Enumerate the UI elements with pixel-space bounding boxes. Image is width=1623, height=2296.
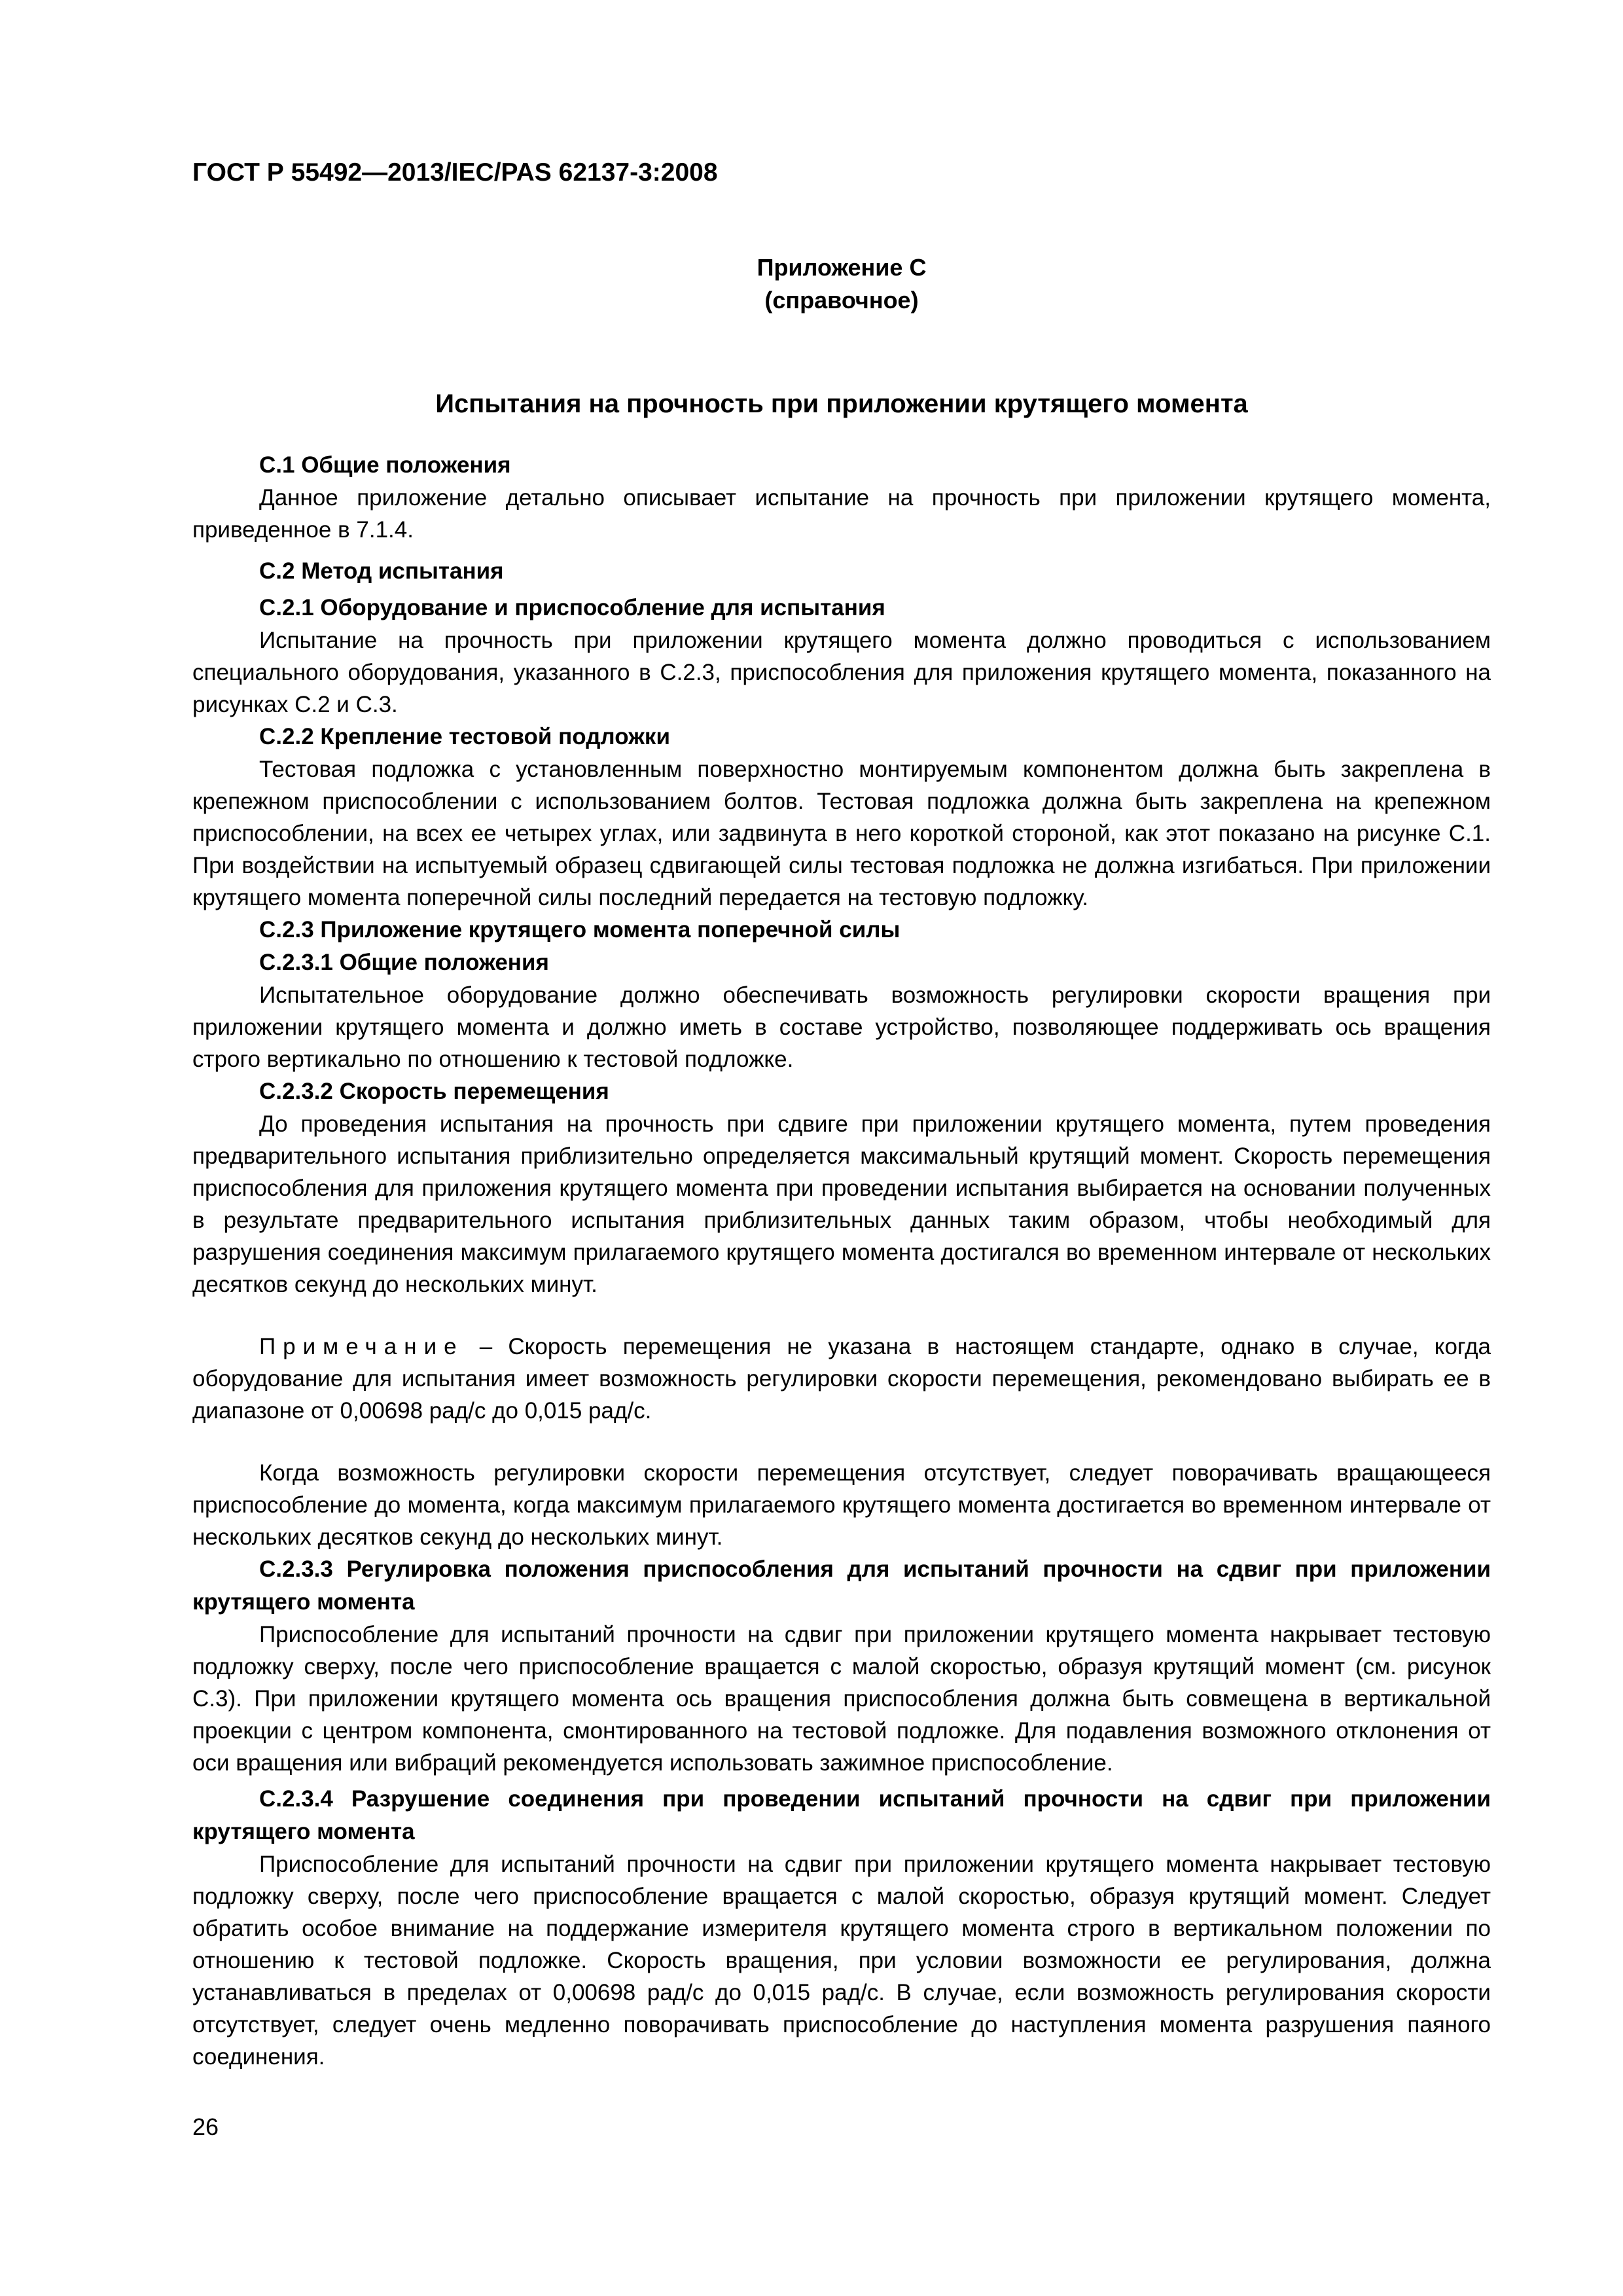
section-c232-text: До проведения испытания на прочность при сдвиге при приложении крутящего момента, путем проведения предварительного испытания приблизительно определяется максимальный крутящий момент. Скорость перемещения приспособления для приложения крутящего момента при проведении испытания выбирается на основании полученных в результате предварительного испытания приблизительных данных таким образом, чтобы необходимый для разрушения соединения максимум прилагаемого крутящего момента достигался во временном интервале от нескольких десятков секунд до нескольких минут. [192,1111,1491,1297]
section-c233-text: Приспособление для испытаний прочности на сдвиг при приложении крутящего момента накрывает тестовую подложку сверху, после чего приспособление вращается с малой скоростью, образуя крутящий момент (см. рисунок С.3). При приложении крутящего момента ось вращения приспособления должна быть совмещена в вертикальной проекции с центром компонента, смонтированного на тестовой подложке. Для подавления возможного отклонения от оси вращения или вибраций рекомендуется использовать зажимное приспособление. [192,1622,1491,1776]
section-c234-heading: С.2.3.4 Разрушение соединения при проведении испытаний прочности на сдвиг при приложении крутящего момента [192,1786,1491,1844]
document-code: ГОСТ Р 55492—2013/IEC/PAS 62137-3:2008 [192,158,718,187]
annex-kind: (справочное) [764,287,919,314]
section-c23-heading: С.2.3 Приложение крутящего момента поперечной силы [259,917,901,942]
note-label: Примечание [259,1334,464,1359]
section-c232-text-continued: Когда возможность регулировки скорости перемещения отсутствует, следует поворачивать вращающееся приспособление до момента, когда максимум прилагаемого крутящего момента достигается во временном интервале от нескольких десятков секунд до нескольких минут. [192,1460,1491,1550]
section-c231-heading: С.2.3.1 Общие положения [259,950,549,975]
annex-title: Испытания на прочность при приложении крутящего момента [435,389,1248,418]
document-page [192,157,1491,2073]
section-c233-heading: С.2.3.3 Регулировка положения приспособления для испытаний прочности на сдвиг при приложении крутящего момента [192,1556,1491,1615]
annex-header [192,251,1491,317]
section-c22-text: Тестовая подложка с установленным поверхностно монтируемым компонентом должна быть закреплена в крепежном приспособлении с использованием болтов. Тестовая подложка должна быть закреплена на крепежном приспособлении, на всех ее четырех углах, или задвинута в него короткой стороной, как этот показано на рисунке С.1. При воздействии на испытуемый образец сдвигающей силы тестовая подложка не должна изгибаться. При приложении крутящего момента поперечной силы последний передается на тестовую подложку. [192,757,1491,910]
note-text: – Скорость перемещения не указана в настоящем стандарте, однако в случае, когда оборудование для испытания имеет возможность регулировки скорости перемещения, рекомендовано выбирать ее в диапазоне от 0,00698 рад/с до 0,015 рад/с. [192,1334,1491,1424]
annex-label: Приложение С [757,254,927,281]
section-c21-heading: С.2.1 Оборудование и приспособление для испытания [259,595,885,620]
section-c22-heading: С.2.2 Крепление тестовой подложки [259,724,670,749]
section-c231-text: Испытательное оборудование должно обеспечивать возможность регулировки скорости вращения при приложении крутящего момента и должно иметь в составе устройство, позволяющее поддерживать ось вращения строго вертикально по отношению к тестовой подложке. [192,982,1491,1072]
section-c21-text: Испытание на прочность при приложении крутящего момента должно проводиться с использованием специального оборудования, указанного в С.2.3, приспособления для приложения крутящего момента, показанного на рисунках С.2 и С.3. [192,628,1491,717]
section-c1-text: Данное приложение детально описывает испытание на прочность при приложении крутящего момента, приведенное в 7.1.4. [192,485,1491,543]
section-c2-heading: С.2 Метод испытания [259,558,504,584]
section-c1-heading: С.1 Общие положения [259,452,511,478]
section-c234-text: Приспособление для испытаний прочности на сдвиг при приложении крутящего момента накрывает тестовую подложку сверху, после чего приспособление вращается с малой скоростью, образуя крутящий момент. Следует обратить особое внимание на поддержание измерителя крутящего момента строго в вертикальном положении по отношению к тестовой подложке. Скорость вращения, при условии возможности ее регулирования, должна устанавливаться в пределах от 0,00698 рад/с до 0,015 рад/с. В случае, если возможность регулирования скорости отсутствует, следует очень медленно поворачивать приспособление до наступления момента разрушения паяного соединения. [192,1852,1491,2070]
note [192,1331,1491,1427]
page-number: 26 [192,2113,219,2140]
section-c232-heading: С.2.3.2 Скорость перемещения [259,1079,609,1104]
